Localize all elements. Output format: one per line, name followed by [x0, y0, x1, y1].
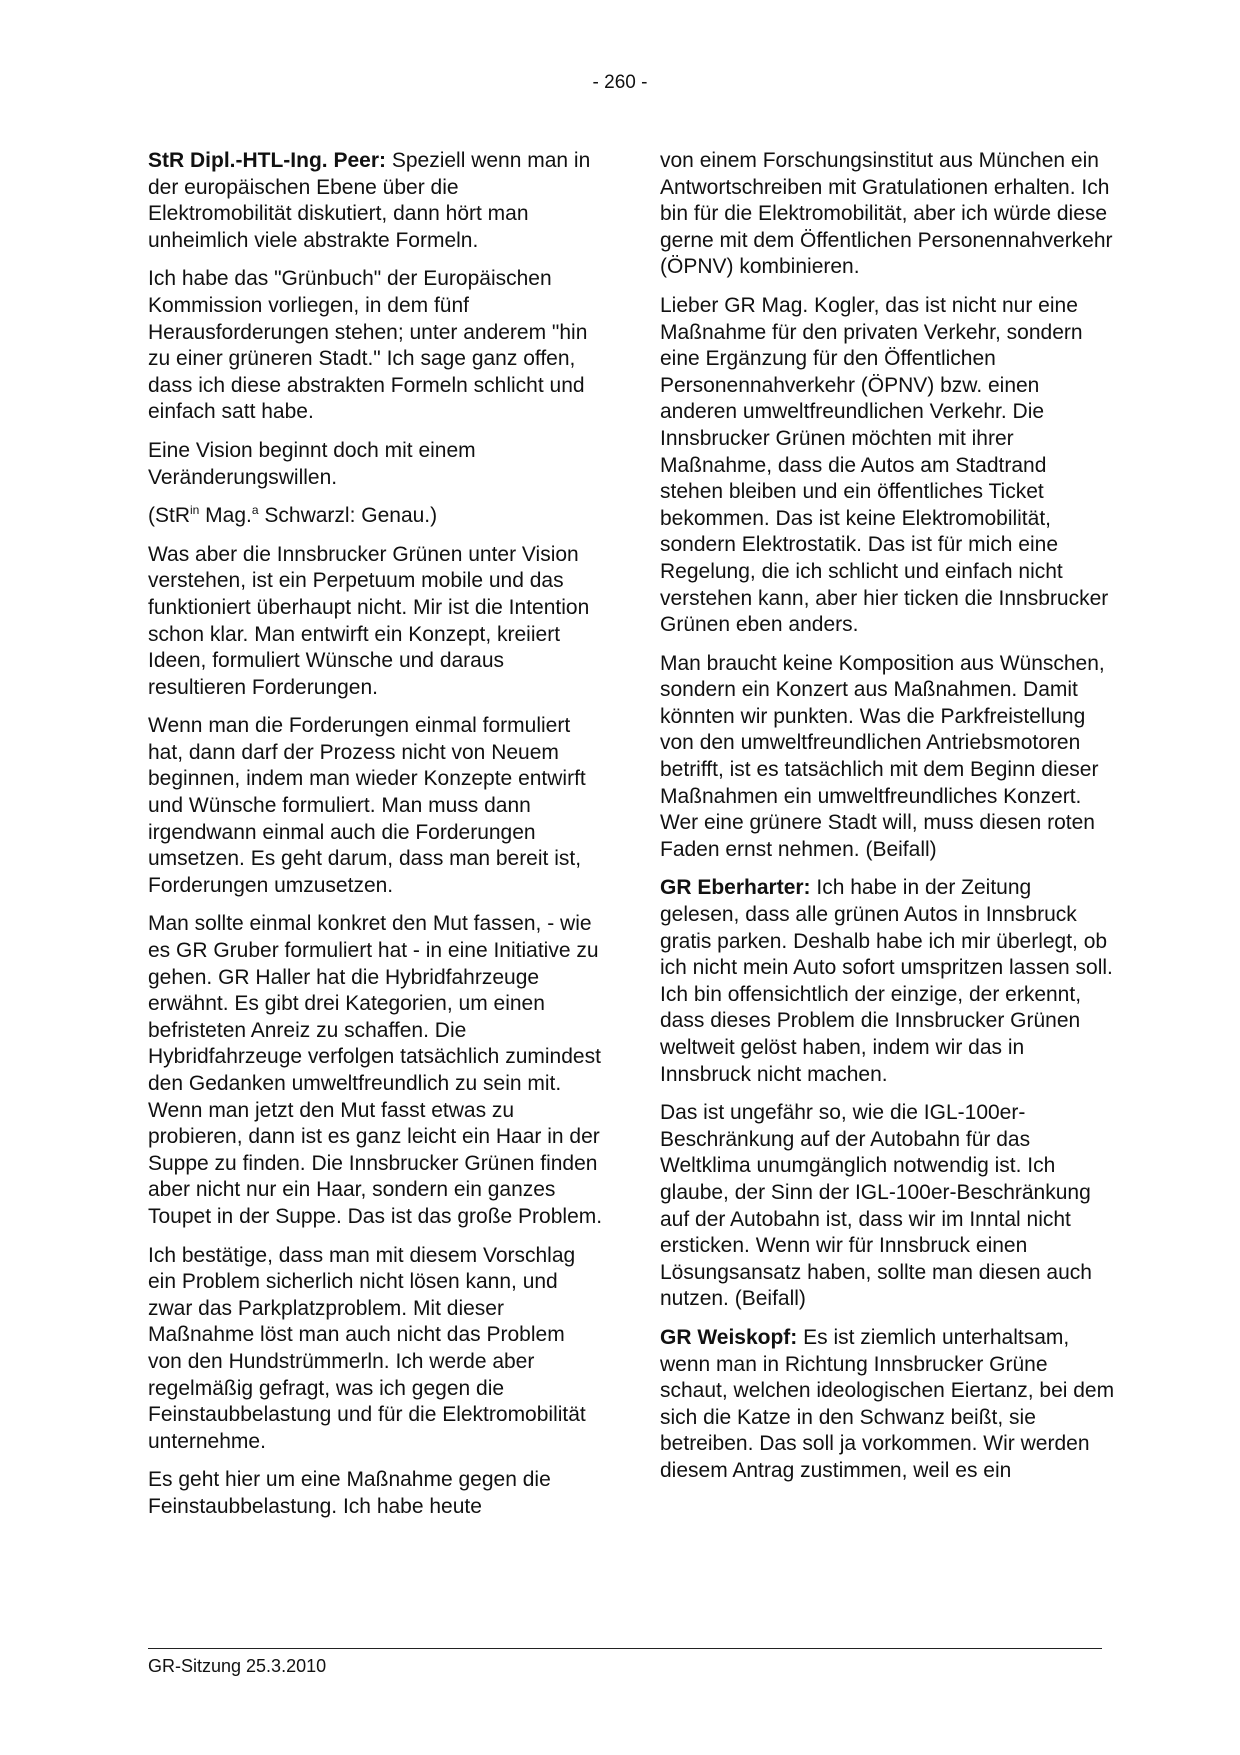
paragraph: Es geht hier um eine Maßnahme gegen die Feinstaubbelastung. Ich habe heute — [148, 1468, 551, 1518]
paragraph: Das ist ungefähr so, wie die IGL-100er-Beschränkung auf der Autobahn für das Weltklima unumgänglich notwendig ist. Ich glaube, der Sinn der IGL-100er-Beschränkung auf der Autobahn ist, dass wir im Inntal nicht ersticken. Wenn wir für Innsbruck einen Lösungsansatz haben, sollte man diesen auch nutzen. (Beifall) — [660, 1101, 1092, 1311]
superscript: in — [190, 503, 200, 518]
paragraph — [660, 1325, 1115, 1485]
footer-divider — [148, 1648, 1102, 1649]
paragraph-text: Ich habe in der Zeitung gelesen, dass alle grünen Autos in Innsbruck gratis parken. Deshalb habe ich mir überlegt, ob ich nicht mein Auto sofort umspritzen lassen soll. Ich bin offensichtlich der einzige, der erkennt, dass dieses Problem die Innsbrucker Grünen weltweit gelöst haben, indem wir das in Innsbruck nicht machen. — [660, 876, 1113, 1086]
paragraph-text: Es ist ziemlich unterhaltsam, wenn man in Richtung Innsbrucker Grüne schaut, welchen ideologischen Eiertanz, bei dem sich die Katze in den Schwanz beißt, sie betreiben. Das soll ja vorkommen. Wir werden diesem Antrag zustimmen, weil es ein — [660, 1325, 1115, 1482]
paragraph: Was aber die Innsbrucker Grünen unter Vision verstehen, ist ein Perpetuum mobile und das funktioniert überhaupt nicht. Mir ist die Intention schon klar. Man entwirft ein Konzept, kreiiert Ideen, formuliert Wünsche und daraus resultieren Forderungen. — [148, 542, 590, 699]
paragraph: Ich habe das "Grünbuch" der Europäischen Kommission vorliegen, in dem fünf Herausforderungen stehen; unter anderem "hin zu einer grüneren Stadt." Ich sage ganz offen, dass ich diese abstrakten Formeln schlicht und einfach satt habe. — [148, 267, 588, 424]
paragraph: Man braucht keine Komposition aus Wünschen, sondern ein Konzert aus Maßnahmen. Damit könnten wir punkten. Was die Parkfreistellung von den umweltfreundlichen Antriebsmotoren betrifft, ist es tatsächlich mit dem Beginn dieser Maßnahmen ein umweltfreundliches Konzert. Wer eine grünere Stadt will, muss diesen roten Faden ernst nehmen. (Beifall) — [660, 651, 1105, 861]
superscript: a — [251, 503, 259, 518]
interjection-text: Schwarzl: Genau.) — [258, 504, 438, 528]
speaker-name: GR Eberharter: — [660, 876, 811, 900]
left-column — [148, 148, 603, 1533]
interjection-text: (StR — [148, 504, 190, 528]
page-number: - 260 - — [592, 72, 648, 93]
speaker-name: StR Dipl.-HTL-Ing. Peer: — [148, 149, 386, 172]
paragraph: Ich bestätige, dass man mit diesem Vorschlag ein Problem sicherlich nicht lösen kann, und zwar das Parkplatzproblem. Mit dieser Maßnahme löst man auch nicht das Problem von den Hundstrümmerln. Ich werde aber regelmäßig gefragt, was ich gegen die Feinstaubbelastung und für die Elektromobilität unternehme. — [148, 1243, 586, 1453]
paragraph: Man sollte einmal konkret den Mut fassen, - wie es GR Gruber formuliert hat - in eine Initiative zu gehen. GR Haller hat die Hybridfahrzeuge erwähnt. Es gibt drei Kategorien, um einen befristeten Anreiz zu schaffen. Die Hybridfahrzeuge verfolgen tatsächlich zumindest den Gedanken umweltfreundlich zu sein mit. Wenn man jetzt den Mut fasst etwas zu probieren, dann ist es ganz leicht ein Haar in der Suppe zu finden. Die Innsbrucker Grünen finden aber nicht nur ein Haar, sondern ein ganzes Toupet in der Suppe. Das ist das große Problem. — [148, 912, 603, 1228]
footer-text: GR-Sitzung 25.3.2010 — [148, 1656, 327, 1676]
paragraph: Lieber GR Mag. Kogler, das ist nicht nur eine Maßnahme für den privaten Verkehr, sondern eine Ergänzung für den Öffentlichen Personennahverkehr (ÖPNV) bzw. einen anderen umweltfreundlichen Verkehr. Die Innsbrucker Grünen möchten mit ihrer Maßnahme, dass die Autos am Stadtrand stehen bleiben und ein öffentliches Ticket bekommen. Das ist keine Elektromobilität, sondern Elektrostatik. Das ist für mich eine Regelung, die ich schlicht und einfach nicht verstehen kann, aber hier ticken die Innsbrucker Grünen eben anders. — [660, 293, 1109, 637]
paragraph: Eine Vision beginnt doch mit einem Veränderungswillen. — [148, 438, 476, 489]
paragraph-text: Speziell wenn man in der europäischen Ebene über die Elektromobilität diskutiert, dann hört man unheimlich viele abstrakte Formeln. — [148, 149, 591, 252]
interjection-text: Mag. — [199, 504, 252, 528]
speaker-name: GR Weiskopf: — [660, 1325, 798, 1349]
paragraph — [660, 875, 1115, 1088]
right-column — [660, 148, 1115, 1497]
interjection — [148, 503, 603, 530]
paragraph: von einem Forschungsinstitut aus München ein Antwortschreiben mit Gratulationen erhalten. Ich bin für die Elektromobilität, aber ich würde diese gerne mit dem Öffentlichen Personennahverkehr (ÖPNV) kombinieren. — [660, 149, 1113, 279]
paragraph — [148, 148, 603, 254]
paragraph: Wenn man die Forderungen einmal formuliert hat, dann darf der Prozess nicht von Neuem beginnen, indem man wieder Konzepte entwirft und Wünsche formuliert. Man muss dann irgendwann einmal auch die Forderungen umsetzen. Es geht darum, dass man bereit ist, Forderungen umzusetzen. — [148, 714, 586, 897]
